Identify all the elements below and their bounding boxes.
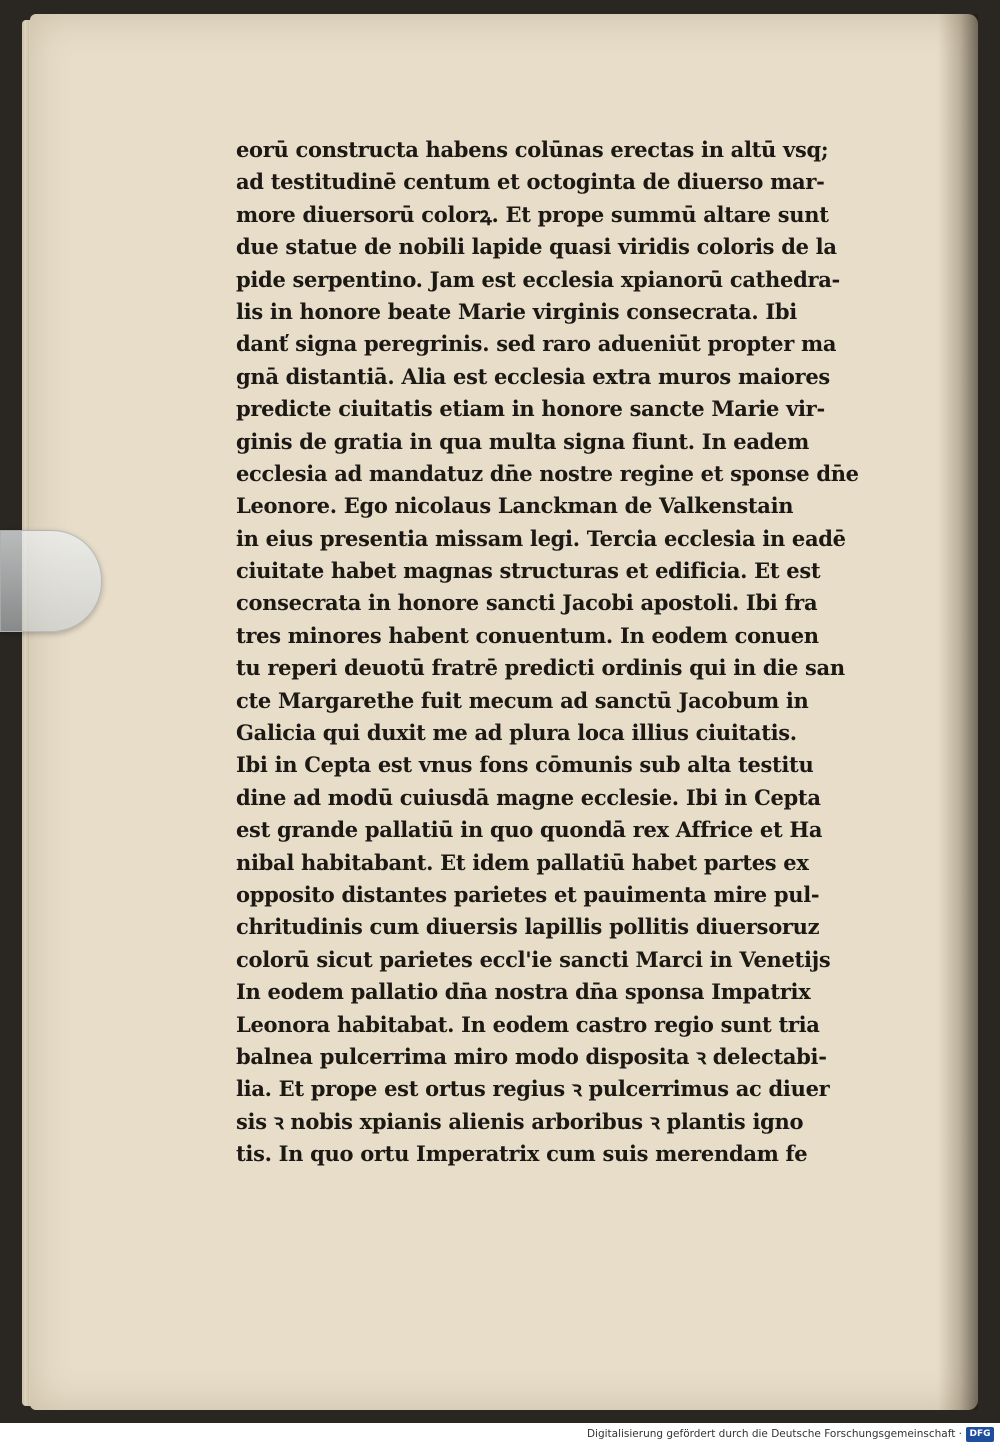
text-line: consecrata in honore sancti Jacobi apostoli. Ibi fra bbox=[236, 590, 818, 616]
text-line: chritudinis cum diuersis lapillis pollitis diuersoruz bbox=[236, 914, 820, 940]
text-line: lis in honore beate Marie virginis consecrata. Ibi bbox=[236, 298, 797, 324]
page-clip bbox=[0, 530, 102, 632]
text-line: sis ꝛ nobis xpianis alienis arboribus ꝛ plantis igno bbox=[236, 1108, 804, 1134]
text-line: in eius presentia missam legi. Tercia ecclesia in eadē bbox=[236, 525, 846, 551]
text-line: ciuitate habet magnas structuras et edificia. Et est bbox=[236, 558, 821, 584]
text-line: ad testitudinē centum et octoginta de diuerso mar- bbox=[236, 169, 825, 195]
text-line: pide serpentino. Jam est ecclesia xpianorū cathedra- bbox=[236, 266, 840, 292]
text-line: colorū sicut parietes eccl'ie sancti Marci in Venetijs bbox=[236, 946, 831, 972]
text-line: tis. In quo ortu Imperatrix cum suis merendam fe bbox=[236, 1141, 808, 1167]
dfg-logo-icon: DFG bbox=[966, 1427, 994, 1442]
text-block bbox=[236, 134, 908, 1171]
text-line: eorū constructa habens colūnas erectas in altū vsq; bbox=[236, 137, 829, 162]
text-line: In eodem pallatio dn̄a nostra dn̄a sponsa Impatrix bbox=[236, 979, 811, 1005]
text-line: est grande pallatiū in quo quondā rex Affrice et Ha bbox=[236, 817, 823, 843]
text-line: Leonora habitabat. In eodem castro regio sunt tria bbox=[236, 1011, 820, 1037]
text-line: more diuersorū colorꝝ. Et prope summū altare sunt bbox=[236, 201, 829, 227]
text-line: danť signa peregrinis. sed raro adueniūt propter ma bbox=[236, 331, 837, 357]
text-line: cte Margarethe fuit mecum ad sanctū Jacobum in bbox=[236, 687, 809, 713]
funding-notice: Digitalisierung gefördert durch die Deutsche Forschungsgemeinschaft · bbox=[586, 1428, 962, 1440]
footer bbox=[0, 1423, 1000, 1447]
text-line: gnā distantiā. Alia est ecclesia extra muros maiores bbox=[236, 363, 830, 389]
text-line: ginis de gratia in qua multa signa fiunt. In eadem bbox=[236, 428, 810, 454]
text-line: Galicia qui duxit me ad plura loca illius ciuitatis. bbox=[236, 720, 797, 746]
text-line: tres minores habent conuentum. In eodem conuen bbox=[236, 622, 819, 648]
text-line: due statue de nobili lapide quasi viridis coloris de la bbox=[236, 234, 837, 260]
book-gutter bbox=[938, 14, 978, 1410]
text-line: predicte ciuitatis etiam in honore sancte Marie vir- bbox=[236, 396, 825, 422]
text-line: lia. Et prope est ortus regius ꝛ pulcerrimus ac diuer bbox=[236, 1076, 830, 1102]
text-line: Ibi in Cepta est vnus fons cōmunis sub alta testitu bbox=[236, 752, 814, 778]
text-line: balnea pulcerrima miro modo disposita ꝛ delectabi- bbox=[236, 1043, 827, 1069]
text-line: dine ad modū cuiusdā magne ecclesie. Ibi in Cepta bbox=[236, 784, 821, 810]
text-line: opposito distantes parietes et pauimenta mire pul- bbox=[236, 881, 820, 907]
text-line: tu reperi deuotū fratrē predicti ordinis qui in die san bbox=[236, 655, 845, 681]
text-line: Leonore. Ego nicolaus Lanckman de Valkenstain bbox=[236, 493, 794, 519]
text-line: nibal habitabant. Et idem pallatiū habet partes ex bbox=[236, 849, 809, 875]
text-line: ecclesia ad mandatuz dn̄e nostre regine et sponse dn̄e bbox=[236, 460, 859, 486]
